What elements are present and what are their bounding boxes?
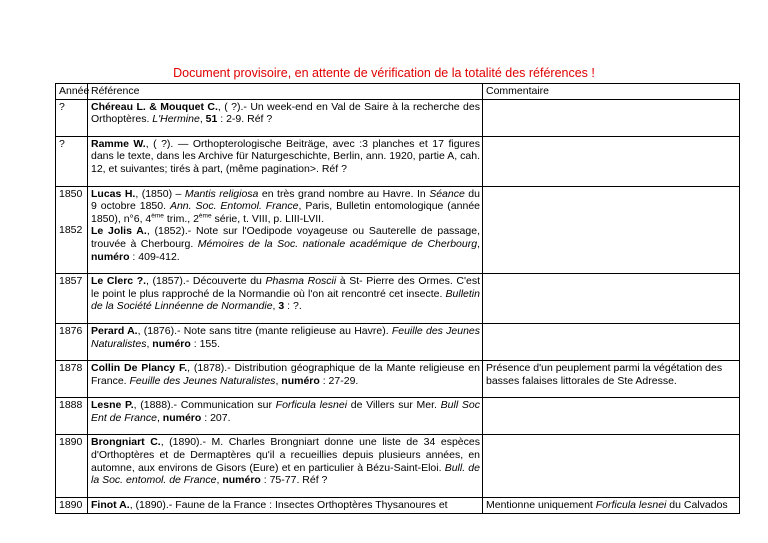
year-cell: 1850 1852 xyxy=(56,186,88,274)
comment-cell: Mentionne uniquement Forficula lesnei du Calvados xyxy=(483,497,740,514)
reference-cell: Collin De Plancy F., (1878).- Distribution géographique de la Mante religieuse en France. Feuille des Jeunes Naturalistes, numéro : 27-29. xyxy=(88,361,483,398)
author: Chéreau L. & Mouquet C. xyxy=(91,100,218,113)
volume: 3 xyxy=(278,300,285,313)
comment-cell xyxy=(483,136,740,186)
species: Phasma Roscii xyxy=(265,275,337,288)
reference-cell: Finot A., (1890).- Faune de la France : Insectes Orthoptères Thysanoures et xyxy=(88,497,483,514)
header-reference: Référence xyxy=(88,84,483,100)
table-header-row xyxy=(56,84,740,100)
year-cell: ? xyxy=(56,136,88,186)
comment-cell xyxy=(483,398,740,435)
table-row xyxy=(56,398,740,435)
reference-cell: Lucas H., (1850) – Mantis religiosa en très grand nombre au Havre. In Séance du 9 octobre 1850. Ann. Soc. Entomol. France, Paris, Bulletin entomologique (année 1850), n°6, 4ème trim., 2ème série, t. VIII, p. LIII-LVII. Le Jolis A., (1852).- Note sur l'Oedipode voyageuse ou Sauterelle de passage, trouvée à Cherbourg. Mémoires de la Soc. nationale académique de Cherbourg, numéro : 409-412. xyxy=(88,186,483,274)
provisional-notice: Document provisoire, en attente de vérification de la totalité des références ! xyxy=(173,66,595,80)
journal: Bulletin de la Société Linnéenne de Normandie xyxy=(91,287,480,313)
comment-cell xyxy=(483,99,740,136)
header-year: Année xyxy=(56,84,88,100)
comment-cell xyxy=(483,274,740,324)
table-row xyxy=(56,274,740,324)
comment-cell xyxy=(483,435,740,497)
species: Forficula lesnei xyxy=(275,399,348,412)
comment-cell xyxy=(483,323,740,360)
volume: 51 xyxy=(205,113,218,126)
author: Collin De Plancy F. xyxy=(91,362,188,375)
species: Mantis religiosa xyxy=(184,187,259,200)
year-cell: 1876 xyxy=(56,323,88,360)
reference-cell: Le Clerc ?., (1857).- Découverte du Phasma Roscii à St- Pierre des Ormes. C'est le point le plus rapproché de la Normandie où l'on ait rencontré cet insecte. Bulletin de la Société Linnéenne de Normandie, 3 : ?. xyxy=(88,274,483,324)
year-cell: ? xyxy=(56,99,88,136)
table-row xyxy=(56,99,740,136)
journal: Bull Soc Ent de France xyxy=(91,399,480,424)
header-comment: Commentaire xyxy=(483,84,740,100)
table-row xyxy=(56,323,740,360)
year-cell: 1857 xyxy=(56,274,88,324)
journal: L'Hermine xyxy=(152,113,200,126)
year-cell: 1888 xyxy=(56,398,88,435)
journal: Feuille des Jeunes Naturalistes xyxy=(129,374,276,387)
author: Brongniart C. xyxy=(91,436,161,449)
reference-cell: Perard A., (1876).- Note sans titre (mante religieuse au Havre). Feuille des Jeunes Naturalistes, numéro : 155. xyxy=(88,323,483,360)
author: Le Jolis A. xyxy=(91,225,147,238)
species: Forficula lesnei xyxy=(595,498,667,511)
reference-cell: Ramme W., ( ?). — Orthopterologische Beiträge, avec :3 planches et 17 figures dans le texte, dans les Archive für Naturgeschichte, Berlin, ann. 1920, partie A, cah. 12, et suivantes; tirés à part, (même pagination>. Réf ? xyxy=(88,136,483,186)
author: Le Clerc ?. xyxy=(91,275,147,288)
journal: Feuille des Jeunes Naturalistes xyxy=(91,324,480,350)
reference-cell: Brongniart C., (1890).- M. Charles Brongniart donne une liste de 34 espèces d'Orthoptères et de Dermaptères qu'il a recueillies depuis plusieurs années, en automne, aux environs de Gisors (Eure) et en particulier à Bézu-Saint-Eloi. Bull. de la Soc. entomol. de France, numéro : 75-77. Réf ? xyxy=(88,435,483,497)
journal: Séance xyxy=(429,187,465,200)
author: Finot A. xyxy=(91,498,130,511)
comment-cell: Présence d'un peuplement parmi la végétation des basses falaises littorales de Ste Adresse. xyxy=(483,361,740,398)
journal: Bull. de la Soc. entomol. de France xyxy=(91,461,480,487)
author: Perard A. xyxy=(91,324,138,337)
journal: Ann. Soc. Entomol. France xyxy=(169,200,299,213)
author: Lucas H. xyxy=(91,187,136,200)
reference-cell: Lesne P., (1888).- Communication sur Forficula lesnei de Villers sur Mer. Bull Soc Ent de France, numéro : 207. xyxy=(88,398,483,435)
year-cell: 1878 xyxy=(56,361,88,398)
references-table xyxy=(55,83,740,514)
journal: Mémoires de la Soc. nationale académique de Cherbourg xyxy=(197,237,478,250)
year-cell: 1890 xyxy=(56,497,88,514)
table-row xyxy=(56,497,740,514)
author: Ramme W. xyxy=(91,137,146,150)
table-row xyxy=(56,136,740,186)
table-row xyxy=(56,186,740,274)
comment-cell xyxy=(483,186,740,274)
reference-cell: Chéreau L. & Mouquet C., ( ?).- Un week-end en Val de Saire à la recherche des Orthoptères. L'Hermine, 51 : 2-9. Réf ? xyxy=(88,99,483,136)
table-row xyxy=(56,361,740,398)
year-cell: 1890 xyxy=(56,435,88,497)
table-row xyxy=(56,435,740,497)
author: Lesne P. xyxy=(91,399,134,412)
